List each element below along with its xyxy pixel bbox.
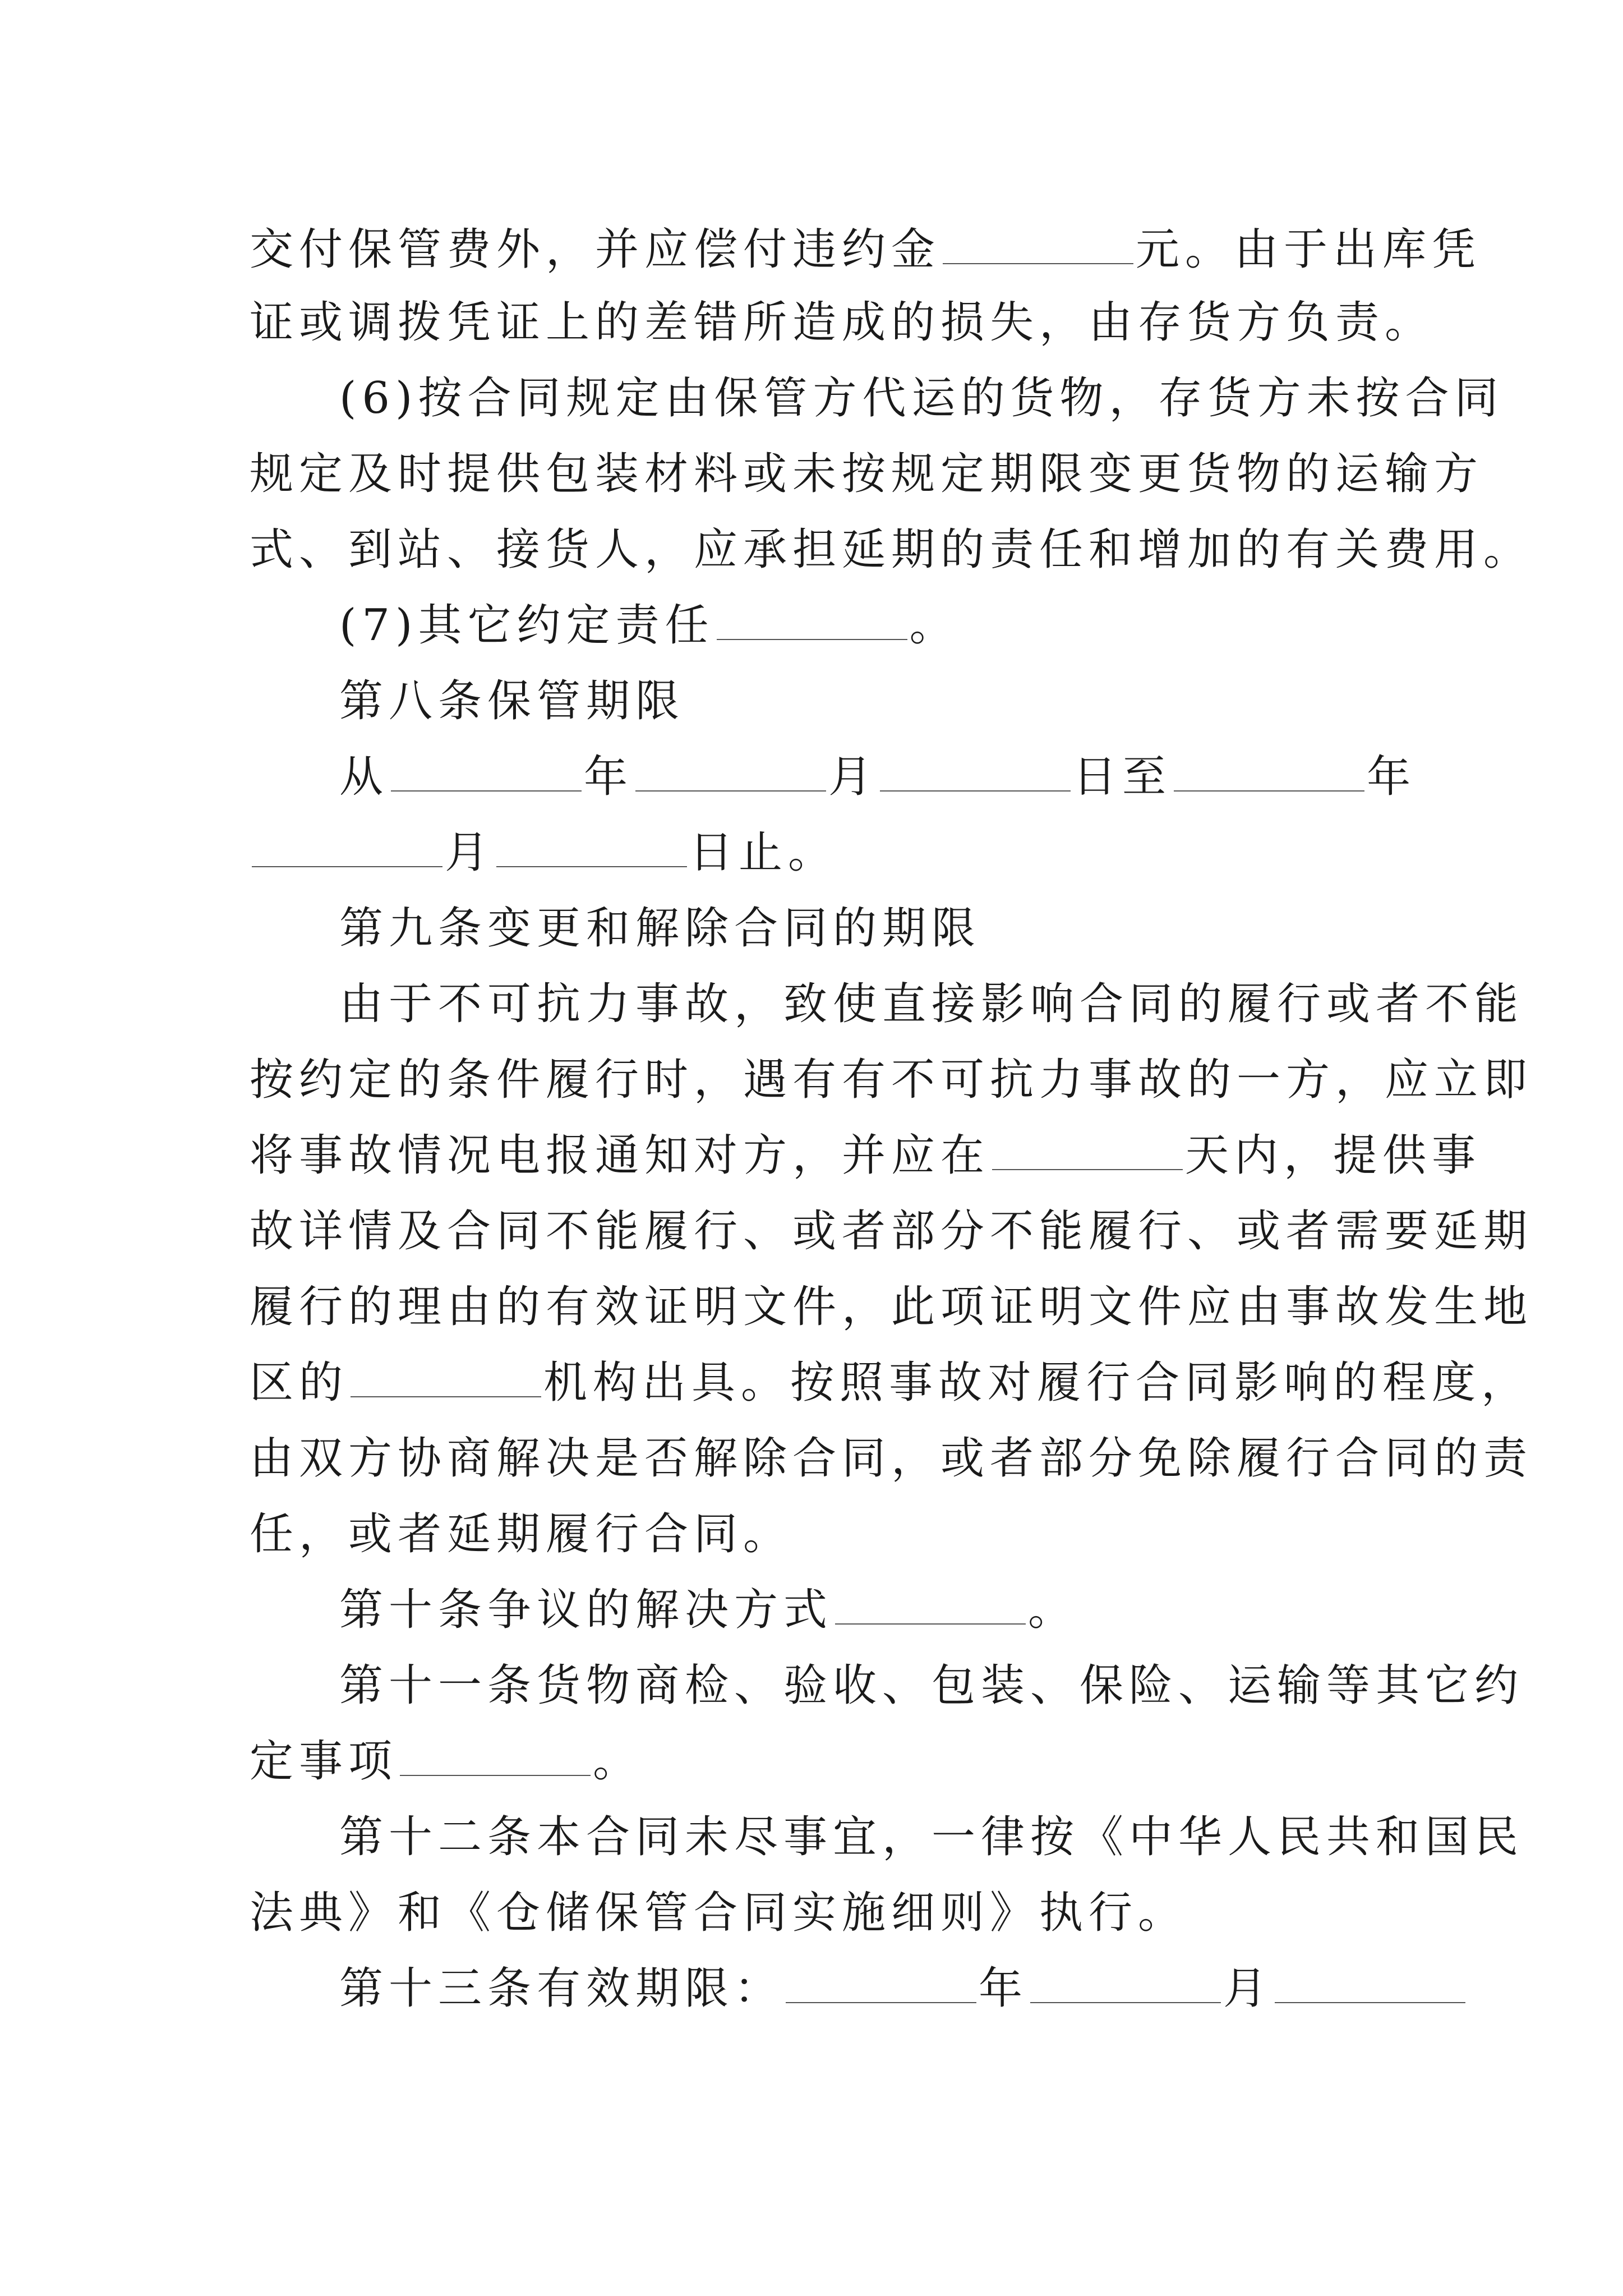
text-line [339,749,1416,805]
text-line [339,1961,1468,2017]
text-segment: 年 [584,752,634,802]
text-segment: 定事项 [250,1736,398,1787]
text-segment: 月 [445,827,495,878]
text-line: 任，或者延期履行合同。 [250,1509,793,1559]
text-line: 由于不可抗力事故，致使直接影响合同的履行或者不能 [339,979,1524,1029]
text-line: 由双方协商解决是否解除合同，或者部分免除履行合同的责 [250,1433,1533,1484]
text-line: 式、到站、接货人，应承担延期的责任和增加的有关费用。 [250,524,1533,575]
fill-in-blank [717,600,907,640]
fill-in-blank [880,751,1071,792]
text-segment: 从 [339,752,389,802]
text-segment: 月 [828,752,878,802]
text-line: 履行的理由的有效证明文件，此项证明文件应由事故发生地 [250,1282,1533,1332]
fill-in-blank [943,224,1133,264]
text-segment: 机构出具。按照事故对履行合同影响的程度， [543,1358,1531,1408]
text-line: 按约定的条件履行时，遇有有不可抗力事故的一方，应立即 [250,1055,1533,1105]
fill-in-blank [1275,1963,1465,2003]
text-segment: 。 [1028,1585,1078,1635]
text-segment: 年 [1367,752,1417,802]
text-segment: 将事故情况电报通知对方，并应在 [250,1130,990,1181]
fill-in-blank [1030,1963,1221,2003]
text-segment: 月 [1223,1963,1273,2014]
fill-in-blank [351,1357,541,1397]
text-segment: 。 [593,1736,643,1787]
text-line [339,1582,1077,1638]
fill-in-blank [635,751,826,792]
fill-in-blank [496,827,687,867]
fill-in-blank [786,1963,976,2003]
text-line [250,222,1481,278]
section-heading: 第九条变更和解除合同的期限 [339,903,981,954]
text-line [250,1355,1530,1411]
text-segment: 日至 [1073,752,1172,802]
text-line [250,1733,642,1789]
fill-in-blank [252,827,442,867]
text-line: 故详情及合同不能履行、或者部分不能履行、或者需要延期 [250,1206,1533,1257]
text-line: 第十一条货物商检、验收、包装、保险、运输等其它约 [339,1660,1524,1711]
text-segment: 元。由于出库凭 [1136,224,1482,275]
text-line: 法典》和《仓储保管合同实施细则》执行。 [250,1888,1188,1938]
text-line: 证或调拨凭证上的差错所造成的损失，由存货方负责。 [250,297,1435,348]
text-line: (6)按合同规定由保管方代运的货物，存货方未按合同 [339,373,1504,424]
fill-in-blank [400,1736,591,1776]
fill-in-blank [391,751,582,792]
text-segment: 第十三条有效期限： [339,1963,784,2014]
text-segment: 天内，提供事 [1185,1130,1482,1181]
text-line [250,1128,1481,1184]
text-segment: (7)其它约定责任 [339,600,714,651]
text-line [250,825,837,881]
fill-in-blank [992,1130,1183,1170]
text-line [339,597,959,654]
text-segment: 日止。 [689,827,838,878]
text-line: 第十二条本合同未尽事宜，一律按《中华人民共和国民 [339,1812,1524,1862]
text-line: 规定及时提供包装材料或未按规定期限变更货物的运输方 [250,449,1484,499]
text-segment: 年 [979,1963,1029,2014]
fill-in-blank [1174,751,1364,792]
section-heading: 第八条保管期限 [339,676,685,726]
text-segment: 交付保管费外，并应偿付违约金 [250,224,941,275]
text-segment: 第十条争议的解决方式 [339,1585,833,1635]
text-segment: 。 [909,600,959,651]
fill-in-blank [835,1584,1026,1625]
text-segment: 区的 [250,1358,349,1408]
